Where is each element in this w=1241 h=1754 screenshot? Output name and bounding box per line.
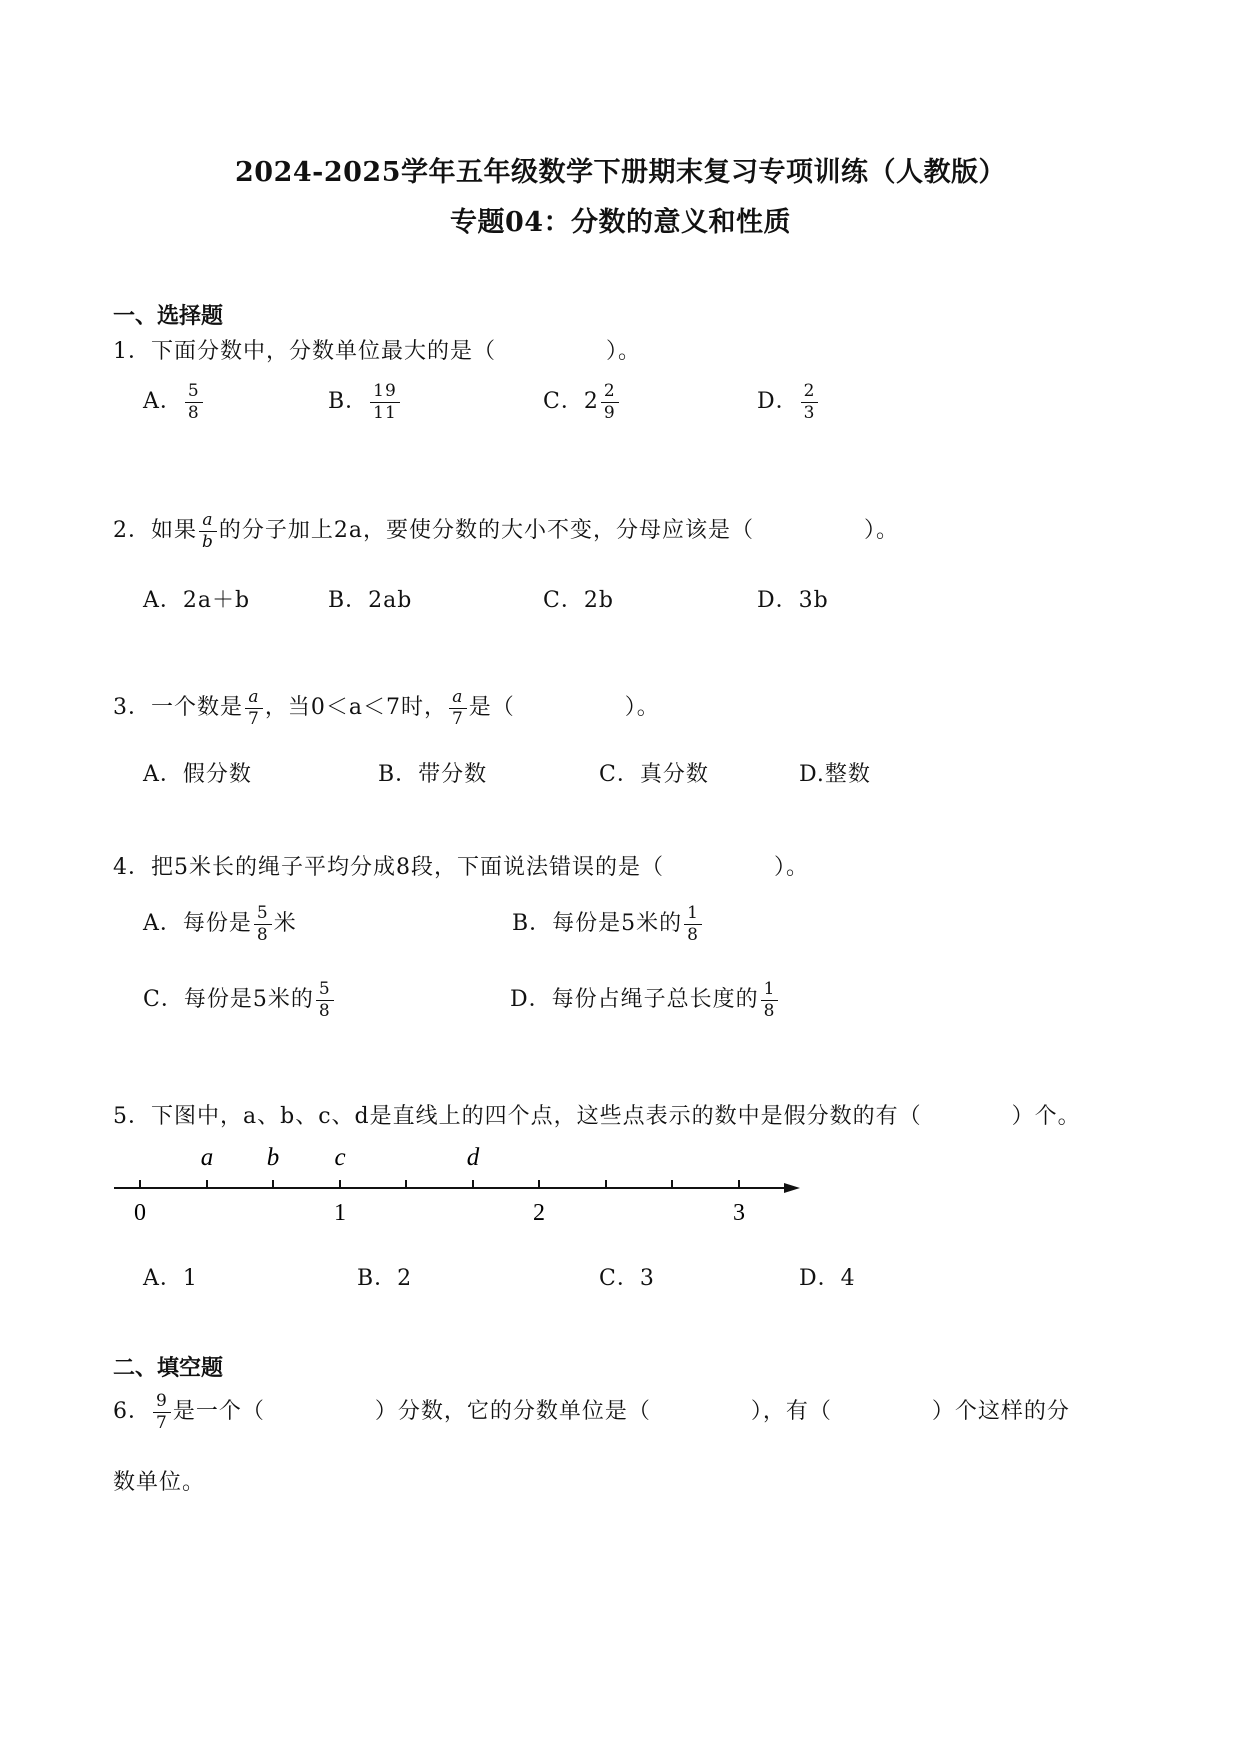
option-2c: C．2b [543,588,614,613]
fraction [254,904,272,944]
option-3d: D.整数 [799,762,871,787]
question-3-post: 是（ [468,695,515,721]
fraction [684,904,702,944]
question-2-post: 的分子加上2a，要使分数的大小不变，分母应该是（ [218,518,755,544]
tick-label-2: 2 [533,1200,545,1226]
question-1 [113,334,641,365]
number-line [100,1140,820,1230]
numerator: 9 [156,1391,168,1411]
fraction [761,980,779,1020]
denominator: b [199,531,217,552]
option-label: A． [143,389,183,415]
document-subtitle: 专题04：分数的意义和性质 [449,207,792,238]
option-1d [757,382,820,422]
point-label-b: b [266,1144,280,1171]
option-text: A．每份是 [143,911,252,937]
question-6 [113,1392,1070,1432]
option-5c: C．3 [599,1266,655,1291]
option-2d: D．3b [757,588,829,613]
question-5 [113,1099,1081,1130]
denominator: 7 [245,708,263,729]
numerator: 1 [687,903,699,923]
option-4b [512,904,704,944]
question-2 [113,511,899,551]
question-6-text: 是一个（ [172,1399,265,1425]
numerator: a [248,687,260,707]
question-6-text: ）分数，它的分数单位是（ [374,1399,651,1425]
denominator: 8 [254,924,272,945]
numerator: a [452,687,464,707]
fraction [153,1392,171,1432]
denominator: 8 [185,402,203,423]
option-4d [510,980,780,1020]
point-label-c: c [334,1144,346,1171]
numerator: 5 [256,903,269,923]
tick-label-0: 0 [134,1200,146,1226]
question-6-pre: 6． [113,1399,151,1425]
option-5b: B．2 [357,1266,413,1291]
question-2-end: ）。 [864,518,900,544]
option-1a [143,382,205,422]
question-5-end: ）个。 [1011,1104,1081,1129]
point-label-a: a [200,1144,214,1171]
question-5-stem: 5．下图中，a、b、c、d是直线上的四个点，这些点表示的数中是假分数的有（ [113,1104,922,1129]
arrow-head-icon [784,1183,800,1193]
denominator: 3 [801,402,819,423]
fraction [449,688,467,728]
option-label: B． [328,389,369,415]
option-5a: A．1 [143,1266,198,1291]
numerator: 5 [318,979,331,999]
fraction [185,382,203,422]
tick-label-3: 3 [733,1200,745,1226]
denominator: 7 [153,1412,171,1433]
option-4c [143,980,336,1020]
question-2-pre: 2．如果 [113,518,197,544]
question-1-stem: 1．下面分数中，分数单位最大的是（ [113,339,496,364]
question-6-line-2: 数单位。 [113,1470,206,1495]
question-3-mid: ，当0＜a＜7时， [264,695,447,721]
option-label: D． [757,389,799,415]
question-4 [113,850,809,881]
fraction [316,980,334,1020]
option-text: 米 [273,911,297,937]
option-3a: A．假分数 [143,762,252,787]
numerator: 2 [803,381,816,401]
denominator: 9 [601,402,619,423]
question-3-pre: 3．一个数是 [113,695,243,721]
question-4-end: ）。 [774,855,810,880]
option-5d: D．4 [799,1266,856,1291]
question-1-end: ）。 [606,339,642,364]
option-2b: B．2ab [328,588,413,613]
document-title: 2024-2025学年五年级数学下册期末复习专项训练（人教版） [235,157,1006,188]
point-label-d: d [466,1144,480,1171]
numerator: 5 [187,381,200,401]
tick-label-1: 1 [334,1200,346,1226]
option-1c [543,382,621,422]
option-label: C． [543,389,584,415]
numerator: a [202,510,214,530]
fraction [245,688,263,728]
whole-number: 2 [583,389,599,415]
question-6-text: ），有（ [750,1399,832,1425]
fraction [370,382,400,422]
option-1b [328,382,402,422]
option-text: B．每份是5米的 [512,911,683,937]
question-6-text: ）个这样的分 [931,1399,1070,1425]
numerator: 19 [373,381,397,401]
numerator: 2 [603,381,616,401]
denominator: 8 [761,1000,779,1021]
section-heading-fill: 二、填空题 [113,1355,224,1381]
fraction [601,382,619,422]
option-3b: B．带分数 [378,762,488,787]
question-4-stem: 4．把5米长的绳子平均分成8段，下面说法错误的是（ [113,855,664,880]
option-text: C．每份是5米的 [143,987,314,1013]
option-3c: C．真分数 [599,762,709,787]
question-3-end: ）。 [624,695,660,721]
question-3 [113,688,660,728]
numerator: 1 [763,979,776,999]
option-2a: A．2a＋b [143,588,251,613]
option-4a [143,904,297,944]
section-heading-choice: 一、选择题 [113,303,224,329]
fraction [199,511,217,551]
denominator: 11 [370,402,400,423]
denominator: 8 [684,924,702,945]
denominator: 8 [316,1000,334,1021]
denominator: 7 [449,708,467,729]
option-text: D．每份占绳子总长度的 [510,987,759,1013]
fraction [801,382,819,422]
